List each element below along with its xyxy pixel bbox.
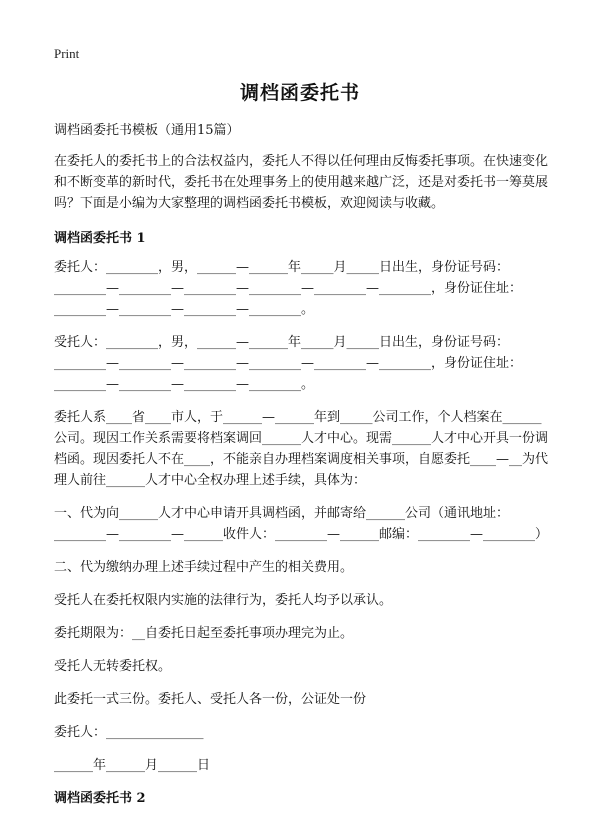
item-5: 受托人无转委托权。 <box>54 659 172 674</box>
intro-paragraph: 在委托人的委托书上的合法权益内，委托人不得以任何理由反悔委托事项。在快速变化和不断变革的新时代，委托书在处理事务上的使用越来越广泛，还是对委托书一筹莫展吗？下面是小编为大家整理的调档函委托书模板，欢迎阅读与收藏。 <box>54 154 549 211</box>
signature-principal: 委托人：_______________ <box>54 725 204 740</box>
item-3: 受托人在委托权限内实施的法律行为，委托人均予以承认。 <box>54 593 393 608</box>
document-title: 调档函委托书 <box>239 82 360 104</box>
document-subtitle: 调档函委托书模板（通用15篇） <box>54 123 240 138</box>
signature-date: ______年______月______日 <box>54 758 211 773</box>
item-4: 委托期限为：__自委托日起至委托事项办理完为止。 <box>54 626 354 641</box>
print-label[interactable]: Print <box>54 46 80 61</box>
item-2: 二、代为缴纳办理上述手续过程中产生的相关费用。 <box>54 560 354 575</box>
principal-info: 委托人：________，男，______—______年_____月_____日出生，身份证号码：________—________—________—________—________—________，身份证住址：________—________—________—________。 <box>54 260 523 317</box>
item-1: 一、代为向______人才中心申请开具调档函，并邮寄给______公司（通讯地址：________—________—______收件人：________—______邮编：________—________） <box>54 506 549 542</box>
agent-info: 受托人：________，男，______—______年_____月_____日出生，身份证号码：________—________—________—________—________—________，身份证住址：________—________—________—________。 <box>54 335 523 392</box>
document-body <box>54 120 554 809</box>
section-heading-1: 调档函委托书 1 <box>54 231 146 246</box>
section-heading-2: 调档函委托书 2 <box>54 791 146 806</box>
item-6: 此委托一式三份。委托人、受托人各一份，公证处一份 <box>54 692 367 707</box>
statement-paragraph: 委托人系____省____市人，于______—______年到_____公司工作，个人档案在______公司。现因工作关系需要将档案调回______人才中心。现需______人才中心开具一份调档函。现因委托人不在____，不能亲自办理档案调度相关事项，自愿委托____—__为代理人前往______人才中心全权办理上述手续，具体为： <box>54 410 549 488</box>
